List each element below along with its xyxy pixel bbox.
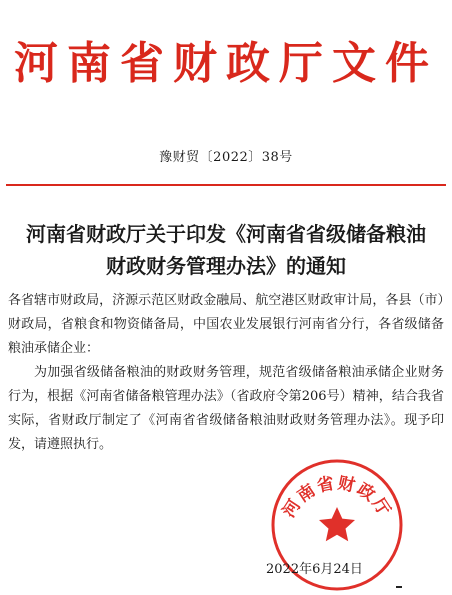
page-edge-mark [396, 586, 402, 588]
body-paragraph: 为加强省级储备粮油的财政财务管理，规范省级储备粮油承储企业财务行为，根据《河南省储备粮管理办法》（省政府令第206号）精神，结合我省实际，省财政厅制定了《河南省省级储备粮油财政财务管理办法》。现予印发，请遵照执行。 [8, 365, 444, 452]
recipients-paragraph: 各省辖市财政局，济源示范区财政金融局、航空港区财政审计局，各县（市）财政局，省粮食和物资储备局，中国农业发展银行河南省分行，各省级储备粮油承储企业： [8, 293, 444, 356]
seal-star-icon [319, 507, 355, 541]
issue-date: 2022年6月24日 [266, 562, 363, 577]
document-title-line-2: 财政财务管理办法》的通知 [106, 254, 346, 278]
svg-text:河南省财政厅: 河南省财政厅 [279, 473, 395, 522]
letterhead-title: 河南省财政厅文件 [14, 38, 438, 89]
document-number: 豫财贸〔2022〕38号 [159, 150, 293, 165]
document-body [8, 289, 444, 457]
document-title [10, 218, 442, 282]
document-title-line-1: 河南省财政厅关于印发《河南省省级储备粮油 [26, 222, 426, 246]
red-divider-line [6, 184, 446, 186]
